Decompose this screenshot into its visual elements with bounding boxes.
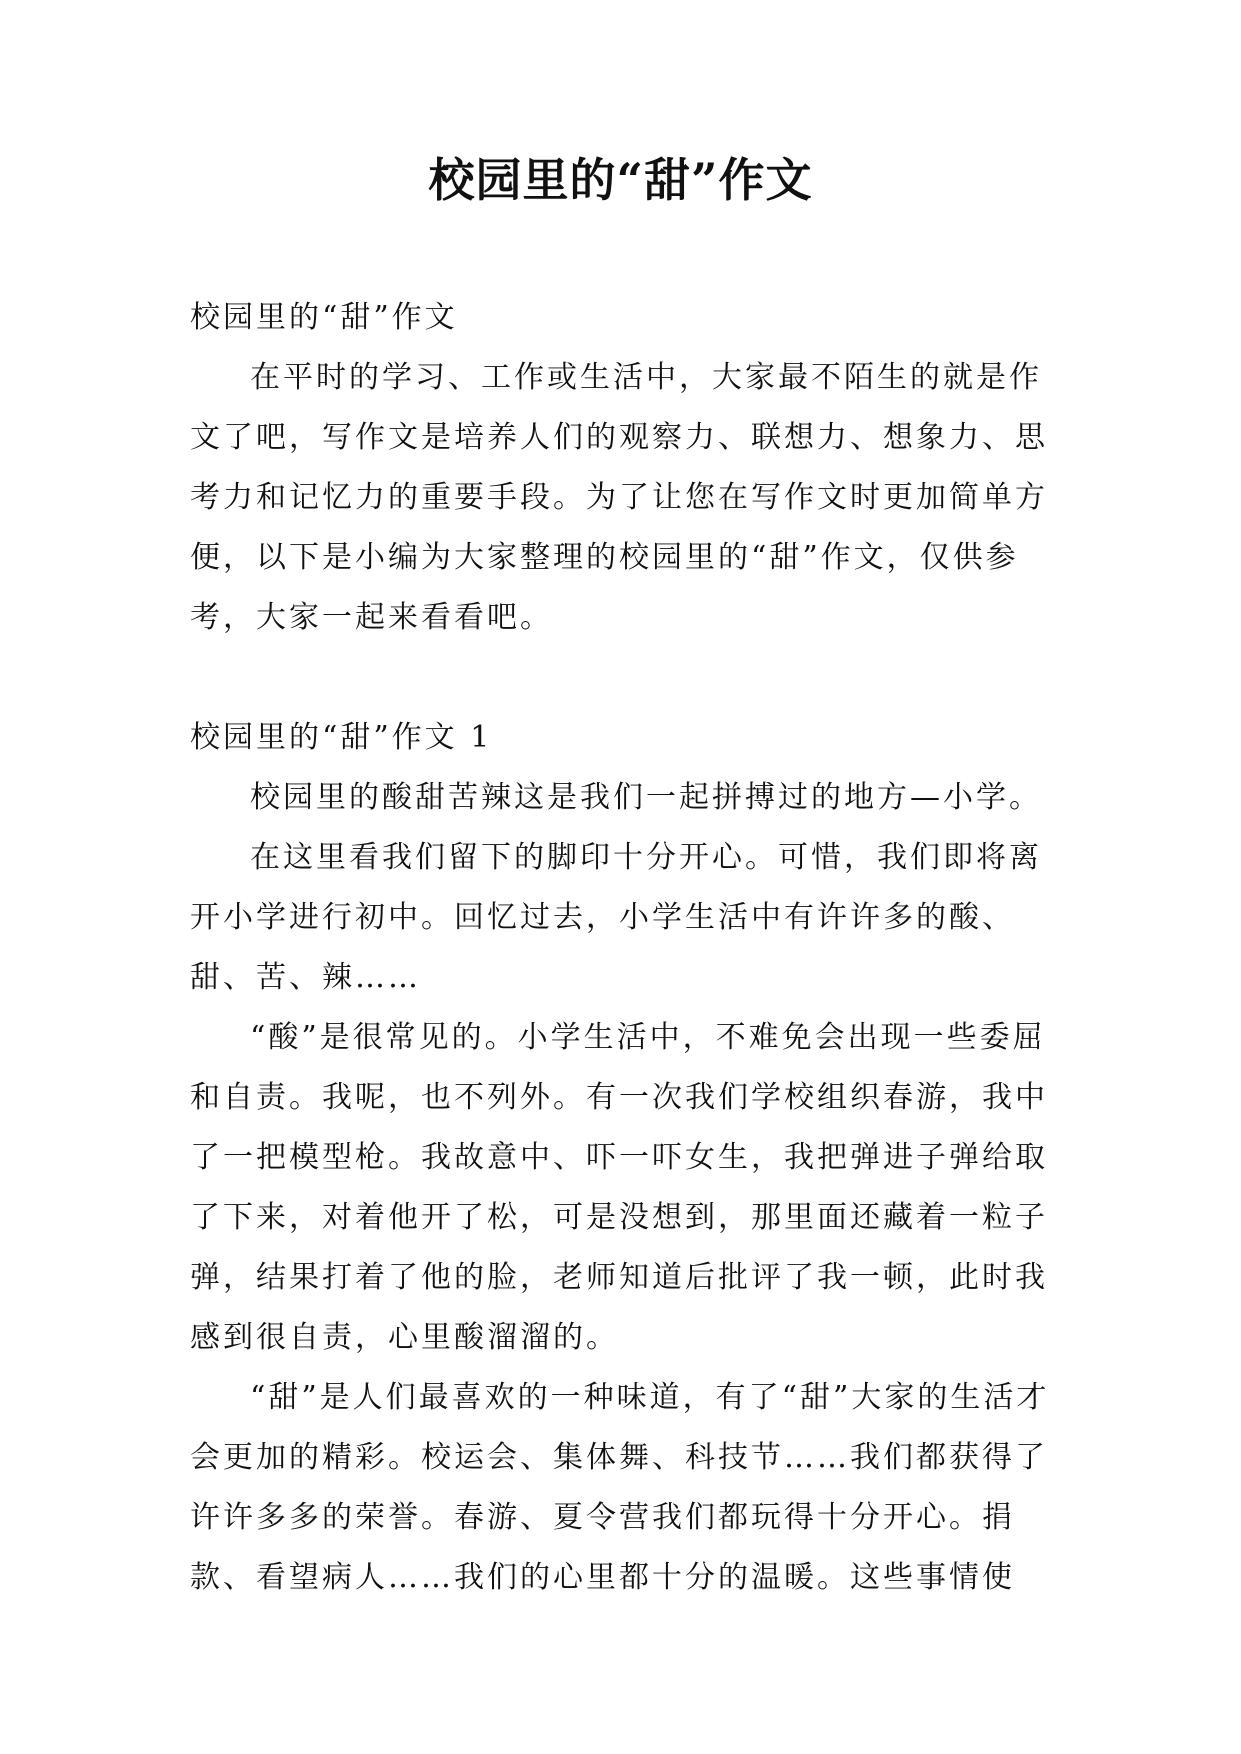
body-paragraph: 在这里看我们留下的脚印十分开心。可惜，我们即将离开小学进行初中。回忆过去，小学生活中有许许多的酸、甜、苦、辣…… <box>190 840 1042 995</box>
section-heading: 校园里的“甜”作文 1 <box>190 720 493 755</box>
document-title: 校园里的“甜”作文 <box>428 153 813 207</box>
document-body <box>190 288 1070 1608</box>
intro-paragraph: 在平时的学习、工作或生活中，大家最不陌生的就是作文了吧，写作文是培养人们的观察力、联想力、想象力、思考力和记忆力的重要手段。为了让您在写作文时更加简单方便，以下是小编为大家整理的校园里的“甜”作文，仅供参考，大家一起来看看吧。 <box>190 360 1048 635</box>
body-paragraph: “酸”是很常见的。小学生活中，不难免会出现一些委屈和自责。我呢，也不列外。有一次我们学校组织春游，我中了一把模型枪。我故意中、吓一吓女生，我把弹进子弹给取了下来，对着他开了松，可是没想到，那里面还藏着一粒子弹，结果打着了他的脸，老师知道后批评了我一顿，此时我感到很自责，心里酸溜溜的。 <box>190 1020 1048 1355</box>
article-subtitle: 校园里的“甜”作文 <box>190 300 458 335</box>
body-paragraph: 校园里的酸甜苦辣这是我们一起拼搏过的地方—小学。 <box>250 780 1042 815</box>
body-paragraph: “甜”是人们最喜欢的一种味道，有了“甜”大家的生活才会更加的精彩。校运会、集体舞、科技节……我们都获得了许许多多的荣誉。春游、夏令营我们都玩得十分开心。捐款、看望病人……我们的心里都十分的温暖。这些事情使 <box>190 1380 1050 1595</box>
